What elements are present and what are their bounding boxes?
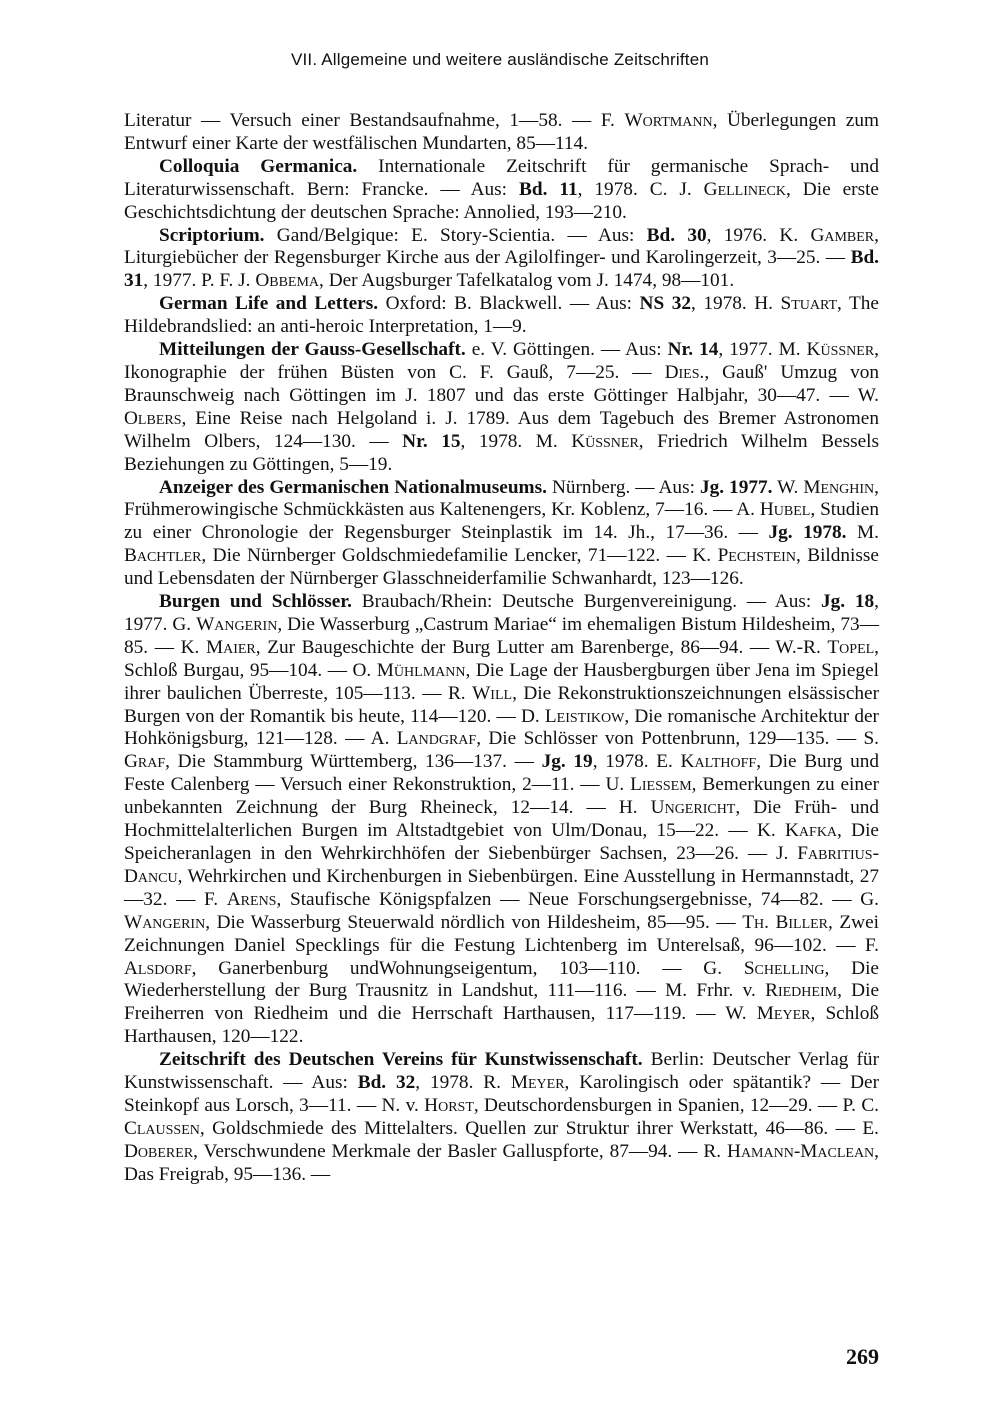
- author-name: Meyer: [510, 1072, 565, 1094]
- author-name: Landgraf: [396, 728, 477, 750]
- citation-text: Oxford: B. Blackwell. — Aus:: [378, 293, 640, 315]
- citation-text: , Die Nürnberger Goldschmiedefamilie Lencker, 71—122. — K.: [201, 545, 718, 567]
- journal-title: Scriptorium.: [159, 224, 265, 246]
- author-name: Th. Biller: [742, 911, 829, 933]
- journal-title: Bd. 32: [357, 1072, 416, 1094]
- citation-text: Gand/Belgique: E. Story-Scientia. — Aus:: [264, 224, 647, 246]
- journal-title: Zeitschrift des Deutschen Vereins für Kunstwissenschaft.: [159, 1049, 643, 1071]
- citation-text: , Bildnisse und Lebensdaten der Nürnberger Glasschneiderfamilie Schwanhardt, 123—126.: [124, 545, 879, 590]
- journal-title: Jg. 1978.: [768, 522, 847, 544]
- citation-text: , The Hildebrandslied: an anti-heroic Interpretation, 1—9.: [124, 293, 879, 338]
- journal-title: Burgen und Schlösser.: [159, 591, 352, 613]
- citation-text: , 1978. R.: [415, 1072, 511, 1094]
- author-name: Ungericht: [650, 797, 736, 819]
- citation-text: , Die Freiherren von Riedheim und die Herrschaft Harthausen, 117—119. — W.: [124, 980, 879, 1025]
- entry-anzeiger-nationalmuseum: [124, 477, 879, 592]
- citation-text: , 1976. K.: [706, 224, 811, 246]
- citation-text: , 1977. P. F. J.: [143, 270, 256, 292]
- author-name: Küssner: [806, 339, 875, 361]
- citation-text: , Die Wasserburg „Castrum Mariae“ im ehemaligen Bistum Hildesheim, 73—85. — K.: [124, 613, 879, 658]
- journal-title: Anzeiger des Germanischen Nationalmuseums.: [159, 476, 547, 498]
- author-name: Arens: [226, 888, 277, 910]
- citation-text: , Die Schlösser von Pottenbrunn, 129—135. — S.: [476, 728, 879, 750]
- citation-text: , Die Wasserburg Steuerwald nördlich von Hildesheim, 85—95. —: [205, 911, 743, 933]
- citation-text: , 1978. M.: [460, 430, 572, 452]
- entry-0: [124, 110, 879, 156]
- author-name: Meyer: [756, 1003, 811, 1025]
- citation-text: , Der Augsburger Tafelkatalog vom J. 1474, 98—101.: [319, 270, 735, 292]
- author-name: Menghin: [803, 476, 875, 498]
- citation-text: , Liturgiebücher der Regensburger Kirche aus der Agilolfinger- und Karolingerzeit, 3—25. —: [124, 224, 879, 269]
- citation-text: , Überlegungen zum Entwurf einer Karte der westfälischen Mundarten, 85—114.: [124, 110, 879, 154]
- citation-text: , Die romanische Architektur der Hohkönigsburg, 121—128. — A.: [124, 705, 879, 750]
- entry-burgen-und-schloesser: [124, 591, 879, 1049]
- citation-text: , Friedrich Wilhelm Bessels Beziehungen zu Göttingen, 5—19.: [124, 430, 879, 475]
- author-name: Gellineck: [703, 178, 787, 200]
- citation-text: , Gauß' Umzug von Braunschweig nach Göttingen im J. 1807 und das erste Göttinger Halbjahr, 30—47. — W.: [124, 361, 880, 406]
- entry-german-life-and-letters: [124, 293, 879, 339]
- author-name: Küssner: [571, 430, 639, 452]
- author-name: Graf: [124, 751, 166, 773]
- citation-text: M.: [846, 522, 879, 544]
- author-name: Riedheim: [765, 980, 838, 1002]
- journal-title: Jg. 1977.: [699, 476, 773, 498]
- journal-title: Mitteilungen der Gauss-Gesellschaft.: [159, 339, 466, 361]
- entry-gauss-gesellschaft: [124, 339, 879, 476]
- citation-text: , Die Speicheranlagen in den Wehrkirchhöfen der Siebenbürger Sachsen, 23—26. — J.: [124, 820, 879, 864]
- citation-text: Internationale Zeitschrift für germanische Sprach- und Literaturwissenschaft. Bern: Francke. — Aus:: [124, 155, 879, 200]
- citation-text: Literatur — Versuch einer Bestandsaufnahme, 1—58. — F.: [124, 110, 625, 131]
- citation-text: , Karolingisch oder spätantik? — Der Steinkopf aus Lorsch, 3—11. — N. v.: [124, 1072, 879, 1116]
- author-name: Alsdorf: [124, 957, 192, 979]
- author-name: Will: [472, 682, 513, 704]
- author-name: Wortmann: [624, 110, 713, 131]
- citation-text: , Die Stammburg Württemberg, 136—137. —: [165, 751, 542, 773]
- author-name: Hamann-Maclean: [727, 1140, 875, 1162]
- author-name: Pechstein: [717, 545, 796, 567]
- entry-zeitschrift-kunstwissenschaft: [124, 1049, 879, 1186]
- author-name: Wangerin: [196, 613, 278, 635]
- journal-title: Nr. 15: [402, 430, 461, 452]
- author-name: Stuart: [780, 293, 838, 315]
- author-name: Doberer: [124, 1140, 194, 1162]
- journal-title: Jg. 19: [541, 751, 593, 773]
- citation-text: , Die Wiederherstellung der Burg Trausnitz in Landshut, 111—116. — M. Frhr. v.: [124, 957, 879, 1002]
- author-name: Dies.: [664, 361, 705, 383]
- author-name: Fabritius-Dancu: [124, 843, 879, 887]
- citation-text: Berlin: Deutscher Verlag für Kunstwissenschaft. — Aus:: [124, 1049, 879, 1094]
- journal-title: Colloquia Germanica.: [159, 155, 358, 177]
- citation-text: , Das Freigrab, 95—136. —: [124, 1140, 879, 1185]
- citation-text: , 1977. G.: [124, 591, 879, 635]
- citation-text: , Die Rekonstruktionszeichnungen elsässischer Burgen von der Romantik bis heute, 114—120. — D.: [124, 682, 879, 727]
- journal-title: Jg. 18: [821, 591, 875, 613]
- author-name: Kalthoff: [680, 751, 757, 773]
- entry-colloquia-germanica: [124, 156, 879, 225]
- citation-text: , 1977. M.: [718, 339, 807, 361]
- citation-text: , Die erste Geschichtsdichtung der deutschen Sprache: Annolied, 193—210.: [124, 178, 879, 223]
- author-name: Wangerin: [124, 911, 206, 933]
- author-name: Topel: [827, 636, 875, 658]
- citation-text: , 1978. C. J.: [577, 178, 704, 200]
- citation-text: , Wehrkirchen und Kirchenburgen in Siebenbürgen. Eine Ausstellung in Hermannstadt, 27—32. — F.: [124, 865, 879, 910]
- author-name: Horst: [424, 1094, 474, 1116]
- citation-text: Nürnberg. — Aus:: [546, 476, 700, 498]
- citation-text: , 1978. H.: [690, 293, 781, 315]
- citation-text: , 1978. E.: [592, 751, 681, 773]
- running-head: VII. Allgemeine und weitere ausländische Zeitschriften: [290, 50, 710, 69]
- citation-text: , Schloß Burgau, 95—104. — O.: [124, 636, 879, 681]
- journal-title: NS 32: [639, 293, 691, 315]
- journal-title: Bd. 30: [646, 224, 707, 246]
- author-name: Gamber: [810, 224, 875, 246]
- journal-title: German Life and Letters.: [159, 293, 379, 315]
- entry-scriptorium: [124, 225, 879, 294]
- citation-text: , Ganerbenburg undWohnungseigentum, 103—110. — G.: [191, 957, 744, 979]
- author-name: Mühlmann: [376, 659, 466, 681]
- citation-text: , Goldschmiede des Mittelalters. Quellen zur Struktur ihrer Werkstatt, 46—86. — E.: [199, 1117, 879, 1139]
- citation-text: , Die Lage der Hausbergburgen über Jena im Spiegel ihrer baulichen Überreste, 105—113. — R.: [124, 659, 879, 704]
- author-name: Kafka: [785, 820, 838, 842]
- author-name: Schelling: [743, 957, 825, 979]
- author-name: Claussen: [124, 1117, 200, 1139]
- author-name: Hubel: [759, 499, 811, 521]
- bibliography-body: [124, 110, 879, 1187]
- citation-text: Braubach/Rhein: Deutsche Burgenvereinigung. — Aus:: [351, 591, 821, 613]
- author-name: Obbema: [255, 270, 320, 292]
- citation-text: , Eine Reise nach Helgoland i. J. 1789. Aus dem Tagebuch des Bremer Astronomen Wilhelm Olbers, 124—130. —: [124, 407, 879, 452]
- journal-title: Bd. 31: [124, 247, 879, 292]
- citation-text: , Bemerkungen zu einer unbekannten Zeichnung der Burg Rheineck, 12—14. — H.: [124, 774, 879, 819]
- citation-text: , Zur Baugeschichte der Burg Lutter am Barenberge, 86—94. — W.-R.: [255, 636, 828, 658]
- citation-text: , Schloß Harthausen, 120—122.: [124, 1003, 880, 1048]
- citation-text: , Die Burg und Feste Calenberg — Versuch einer Rekonstruktion, 2—11. — U.: [124, 751, 880, 796]
- author-name: Leistikow: [544, 705, 625, 727]
- citation-text: , Ikonographie der frühen Büsten von C. F. Gauß, 7—25. —: [124, 339, 879, 383]
- citation-text: W.: [772, 476, 804, 498]
- author-name: Bachtler: [124, 545, 202, 567]
- author-name: Olbers: [124, 407, 182, 429]
- journal-title: Nr. 14: [667, 339, 719, 361]
- citation-text: , Deutschordensburgen in Spanien, 12—29. — P. C.: [473, 1094, 880, 1116]
- author-name: Maier: [205, 636, 256, 658]
- citation-text: , Frühmerowingische Schmückkästen aus Kaltenengers, Kr. Koblenz, 7—16. — A.: [124, 476, 879, 521]
- citation-text: , Studien zu einer Chronologie der Regensburger Steinplastik im 14. Jh., 17—36. —: [124, 499, 879, 544]
- page-number: 269: [846, 1344, 879, 1369]
- citation-text: , Staufische Königspfalzen — Neue Forschungsergebnisse, 74—82. — G.: [276, 888, 880, 910]
- author-name: Liessem: [630, 774, 692, 796]
- citation-text: , Zwei Zeichnungen Daniel Specklings für die Festung Lichtenberg im Unterelsaß, 96—102. — F.: [124, 911, 880, 956]
- citation-text: , Verschwundene Merkmale der Basler Galluspforte, 87—94. — R.: [193, 1140, 728, 1162]
- citation-text: , Die Früh- und Hochmittelalterlichen Burgen im Altstadtgebiet von Ulm/Donau, 15—22. — K.: [124, 797, 879, 842]
- journal-title: Bd. 11: [519, 178, 578, 200]
- citation-text: e. V. Göttingen. — Aus:: [465, 339, 668, 361]
